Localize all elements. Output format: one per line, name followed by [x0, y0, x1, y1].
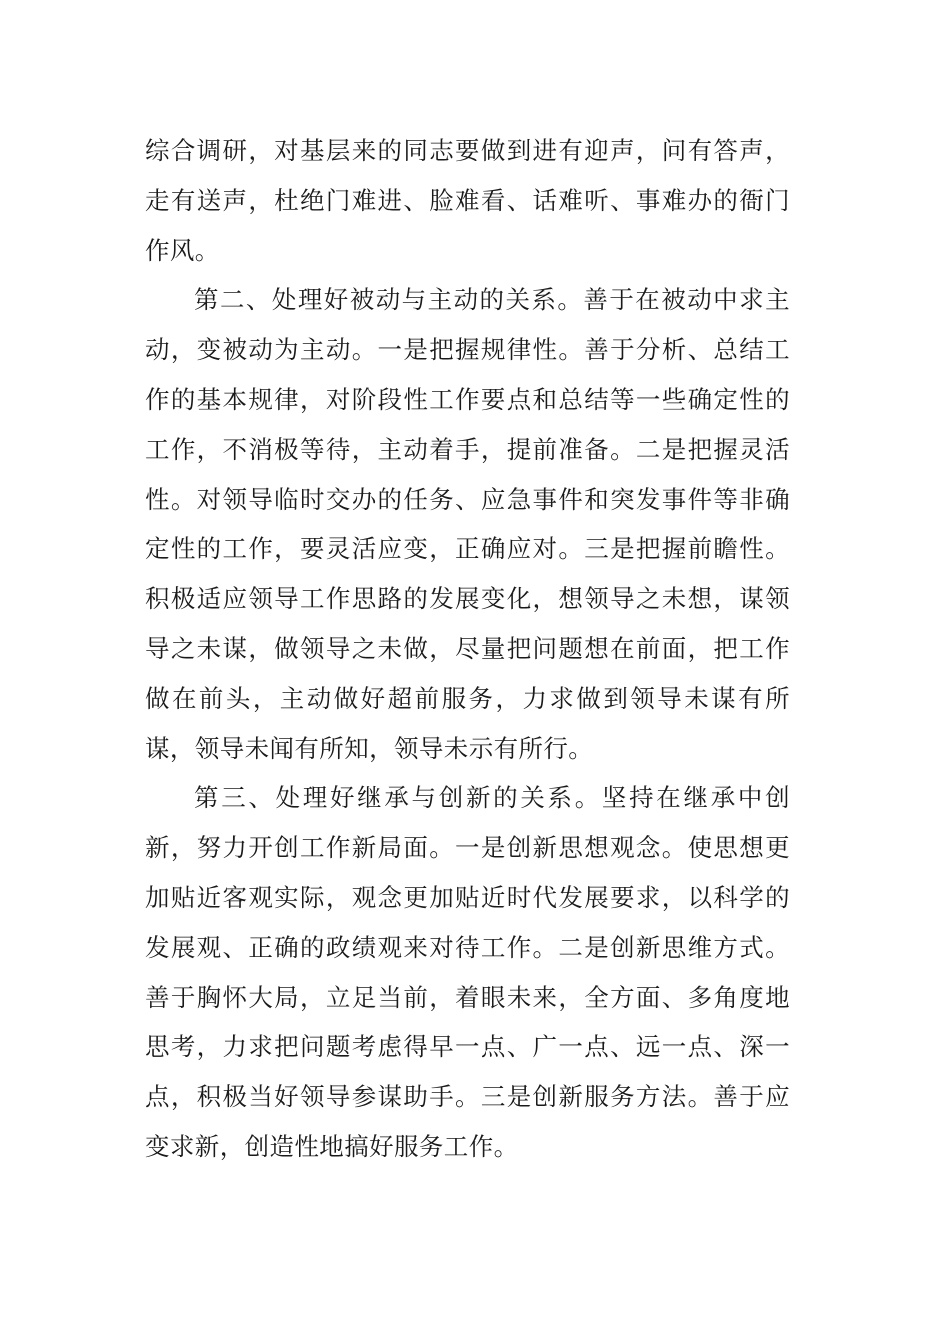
paragraph-continuation: 综合调研，对基层来的同志要做到进有迎声，问有答声，走有送声，杜绝门难进、脸难看、话难听、事难办的衙门作风。: [145, 136, 790, 265]
paragraph-third-relation: 第三、处理好继承与创新的关系。坚持在继承中创新，努力开创工作新局面。一是创新思想观念。使思想更加贴近客观实际，观念更加贴近时代发展要求，以科学的发展观、正确的政绩观来对待工作。二是创新思维方式。善于胸怀大局，立足当前，着眼未来，全方面、多角度地思考，力求把问题考虑得早一点、广一点、远一点、深一点，积极当好领导参谋助手。三是创新服务方法。善于应变求新，创造性地搞好服务工作。: [145, 783, 790, 1161]
paragraph-second-relation: 第二、处理好被动与主动的关系。善于在被动中求主动，变被动为主动。一是把握规律性。善于分析、总结工作的基本规律，对阶段性工作要点和总结等一些确定性的工作，不消极等待，主动着手，提前准备。二是把握灵活性。对领导临时交办的任务、应急事件和突发事件等非确定性的工作，要灵活应变，正确应对。三是把握前瞻性。积极适应领导工作思路的发展变化，想领导之未想，谋领导之未谋，做领导之未做，尽量把问题想在前面，把工作做在前头，主动做好超前服务，力求做到领导未谋有所谋，领导未闻有所知，领导未示有所行。: [145, 285, 790, 763]
document-body: [145, 126, 790, 1172]
